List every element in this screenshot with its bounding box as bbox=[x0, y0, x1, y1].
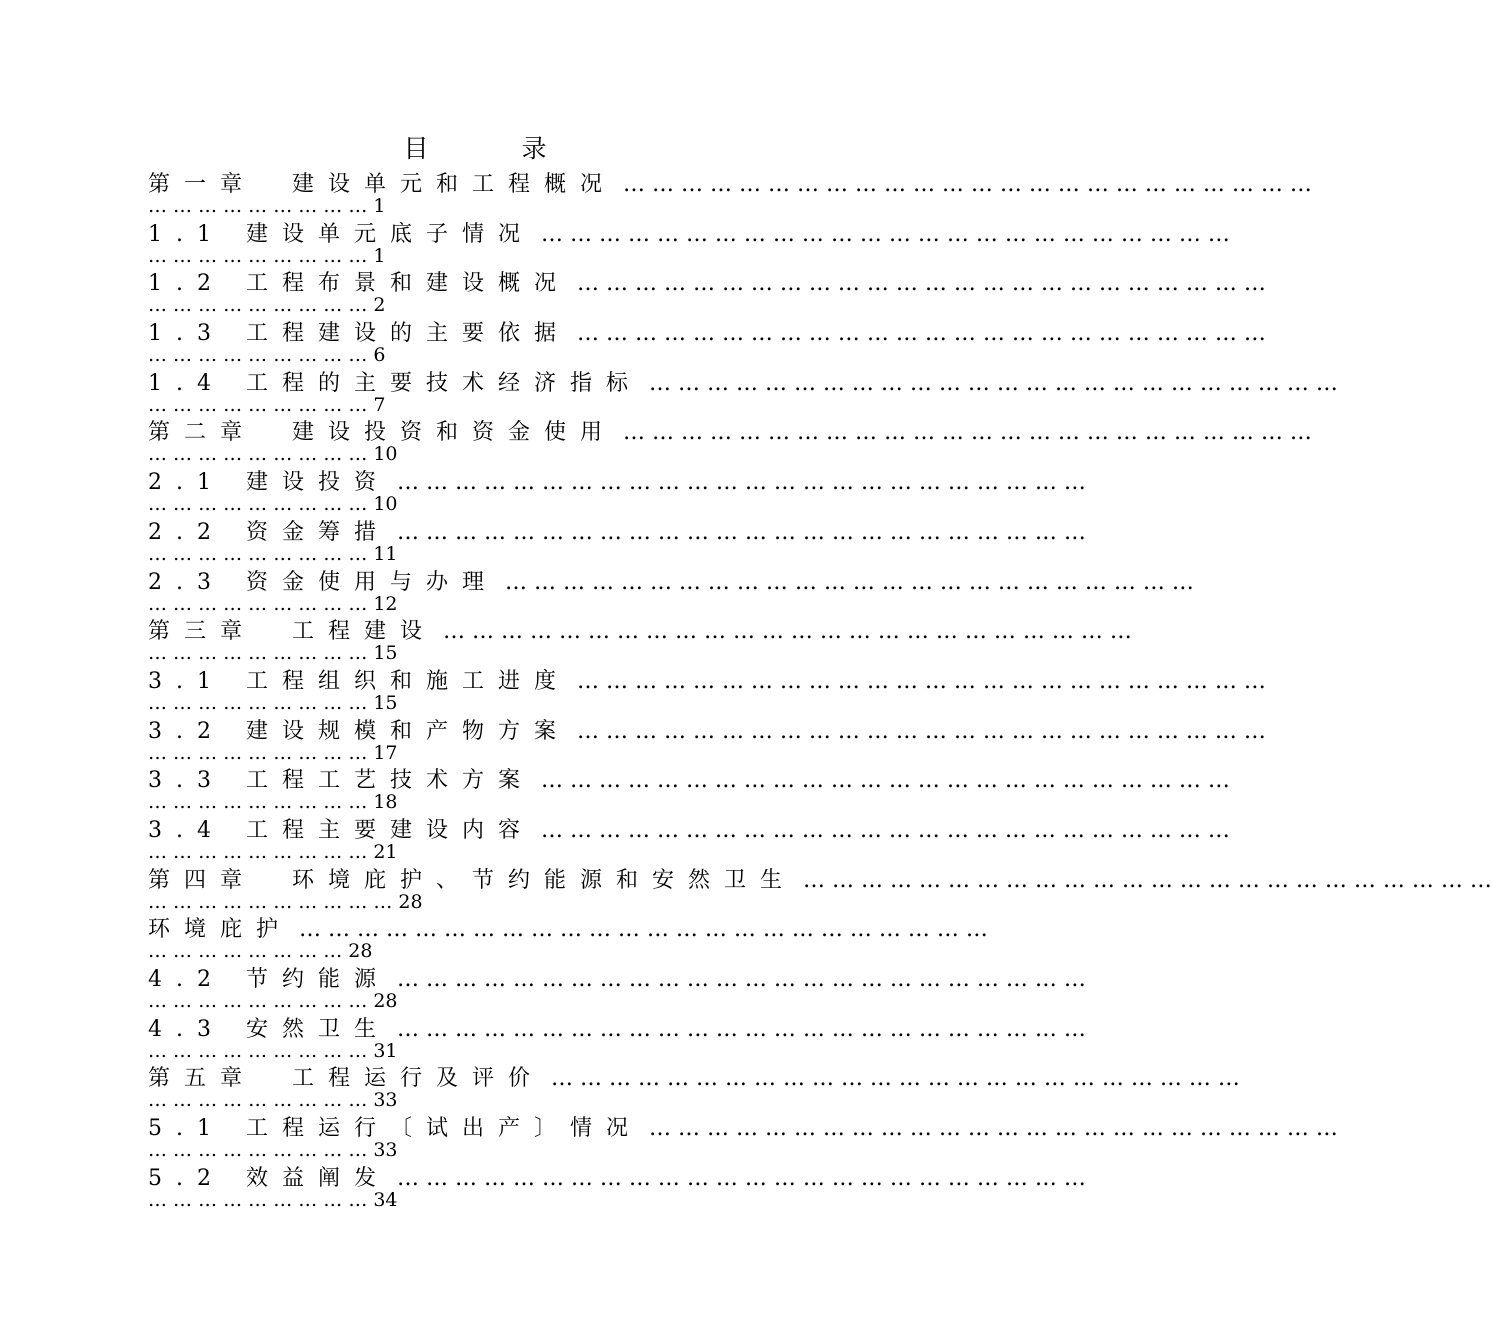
toc-entry-leader-line bbox=[148, 1138, 398, 1162]
toc-entry-label: 3.1 工程组织和施工进度 bbox=[148, 668, 570, 694]
dot-leader: … … … … … … … … … … … … … … … … … … … … … … … … bbox=[389, 519, 1086, 545]
toc-page-number: 28 bbox=[373, 990, 398, 1012]
toc-entry[interactable] bbox=[148, 319, 1266, 369]
toc-entry[interactable] bbox=[148, 1114, 1338, 1164]
dot-leader: … … … … … … … … … … bbox=[148, 890, 393, 913]
toc-entry[interactable] bbox=[148, 866, 1492, 916]
toc-entry-label: 1.3 工程建设的主要依据 bbox=[148, 321, 570, 347]
toc-page-number: 6 bbox=[373, 344, 386, 367]
toc-page-number: 15 bbox=[373, 691, 398, 714]
dot-leader: … … … … … … … … … bbox=[148, 990, 368, 1012]
dot-leader: … … … … … … … … … … … … … … … … … … … … … … … … bbox=[616, 420, 1312, 446]
toc-page-number: 21 bbox=[373, 840, 398, 863]
toc-entry-label: 4.2 节约能源 bbox=[148, 967, 390, 992]
dot-leader: … … … … … … … … … bbox=[148, 791, 368, 814]
toc-entry-leader-line bbox=[148, 939, 372, 963]
toc-page-number: 31 bbox=[373, 1039, 398, 1062]
dot-leader: … … … … … … … … … bbox=[148, 592, 368, 615]
dot-leader: … … … … … … … … … … … … … … … … … … … … … … … … bbox=[533, 221, 1230, 247]
toc-page-number: 10 bbox=[373, 493, 398, 516]
dot-leader: … … … … … … … … … … … … … … … … … … … … … … … … bbox=[641, 370, 1338, 396]
dot-leader: … … … … … … … … … … … … … … … … … … … … … … … … bbox=[569, 668, 1266, 694]
table-of-contents bbox=[148, 170, 1492, 1213]
dot-leader: … … … … … … … … … … … … … … … … … … … … … … … … bbox=[389, 1016, 1086, 1042]
dot-leader: … … … … … … … … … bbox=[148, 393, 368, 416]
toc-entry-leader-line bbox=[148, 442, 398, 466]
toc-page-number: 2 bbox=[373, 294, 386, 317]
toc-entry-leader-line bbox=[148, 840, 398, 864]
dot-leader: … … … … … … … … … bbox=[148, 244, 368, 267]
dot-leader: … … … … … … … … … … … … … … … … … … … … … … … … bbox=[497, 569, 1194, 595]
toc-entry-label: 第三章 工程建设 bbox=[148, 619, 437, 645]
toc-entry-leader-line bbox=[148, 244, 385, 268]
toc-entry-label: 4.3 安然卫生 bbox=[148, 1016, 390, 1042]
toc-entry-label: 1.4 工程的主要技术经济指标 bbox=[148, 370, 642, 396]
dot-leader: … … … … … … … … … bbox=[148, 542, 368, 565]
toc-entry-leader-line bbox=[148, 343, 385, 367]
dot-leader: … … … … … … … … … … … … … … … … … … … … … … … … bbox=[389, 967, 1086, 992]
toc-entry-leader-line bbox=[148, 890, 423, 914]
dot-leader: … … … … … … … … … … … … … … … … … … … … … … … … bbox=[569, 718, 1266, 744]
dot-leader: … … … … … … … … … bbox=[148, 741, 368, 764]
dot-leader: … … … … … … … … … bbox=[148, 840, 368, 863]
toc-page-number: 1 bbox=[373, 244, 386, 267]
toc-entry[interactable] bbox=[148, 220, 1230, 270]
toc-entry-leader-line bbox=[148, 1188, 398, 1212]
dot-leader: … … … … … … … … … bbox=[148, 443, 368, 466]
page-title: 目 录 bbox=[403, 134, 581, 163]
toc-entry-label: 第一章 建设单元和工程概况 bbox=[148, 172, 617, 197]
toc-page-number: 17 bbox=[373, 741, 398, 764]
toc-entry[interactable] bbox=[148, 269, 1266, 319]
toc-entry[interactable] bbox=[148, 369, 1338, 419]
dot-leader: … … … … … … … … … … … … … … … … … … … … … … … … bbox=[389, 470, 1086, 496]
toc-entry-label: 第四章 环境庇护、节约能源和安然卫生 bbox=[148, 867, 797, 893]
toc-page-number: 10 bbox=[373, 443, 398, 466]
toc-entry[interactable] bbox=[148, 170, 1312, 220]
toc-page-number: 1 bbox=[373, 195, 386, 217]
toc-entry-leader-line bbox=[148, 691, 398, 715]
toc-entry-leader-line bbox=[148, 492, 398, 516]
toc-entry[interactable] bbox=[148, 518, 1086, 568]
toc-entry-label: 1.2 工程布景和建设概况 bbox=[148, 271, 570, 297]
dot-leader: … … … … … … … … … bbox=[148, 344, 368, 367]
dot-leader: … … … … … … … … … bbox=[148, 1039, 368, 1062]
toc-entry-leader-line bbox=[148, 1088, 398, 1112]
toc-page-number: 15 bbox=[373, 642, 398, 665]
toc-page-number: 34 bbox=[373, 1188, 398, 1211]
toc-entry-leader-line bbox=[148, 1039, 398, 1063]
toc-entry-label: 3.3 工程工艺技术方案 bbox=[148, 768, 534, 794]
toc-entry[interactable] bbox=[148, 568, 1194, 618]
dot-leader: … … … … … … … … … bbox=[148, 493, 368, 516]
dot-leader: … … … … … … … … … … … … … … … … … … … … … … … … bbox=[641, 1116, 1338, 1142]
toc-entry-label: 第五章 工程运行及评价 bbox=[148, 1066, 545, 1092]
dot-leader: … … … … … … … … … … … … … … … … … … … … … … … … bbox=[292, 917, 988, 943]
toc-entry-leader-line bbox=[148, 592, 398, 616]
dot-leader: … … … … … … … … … bbox=[148, 1089, 368, 1112]
dot-leader: … … … … … … … … … bbox=[148, 1188, 368, 1211]
dot-leader: … … … … … … … … … bbox=[148, 195, 368, 217]
dot-leader: … … … … … … … … … bbox=[148, 294, 368, 317]
dot-leader: … … … … … … … … … … … … … … … … … … … … … … … … bbox=[796, 867, 1492, 893]
toc-entry-label: 5.2 效益阐发 bbox=[148, 1165, 390, 1191]
toc-page-number: 18 bbox=[373, 791, 398, 814]
toc-page-number: 33 bbox=[373, 1139, 398, 1162]
dot-leader: … … … … … … … … … … … … … … … … … … … … … … … … bbox=[569, 271, 1266, 297]
dot-leader: … … … … … … … … … … … … … … … … … … … … … … … … bbox=[569, 321, 1266, 347]
dot-leader: … … … … … … … … … … … … … … … … … … … … … … … … bbox=[436, 619, 1132, 645]
toc-entry-label: 3.2 建设规模和产物方案 bbox=[148, 718, 570, 744]
toc-entry-label: 环境庇护 bbox=[148, 917, 293, 943]
toc-entry-label: 3.4 工程主要建设内容 bbox=[148, 817, 534, 843]
dot-leader: … … … … … … … … … … … … … … … … … … … … … … … … bbox=[533, 768, 1230, 794]
toc-entry[interactable] bbox=[148, 1164, 1086, 1214]
toc-page-number: 28 bbox=[348, 940, 373, 963]
dot-leader: … … … … … … … … … bbox=[148, 1139, 368, 1162]
toc-entry[interactable] bbox=[148, 915, 988, 965]
toc-entry[interactable] bbox=[148, 468, 1086, 518]
toc-page-number: 28 bbox=[398, 890, 423, 913]
toc-page-number: 33 bbox=[373, 1089, 398, 1112]
toc-entry-label: 2.2 资金筹措 bbox=[148, 519, 390, 545]
toc-entry-leader-line bbox=[148, 989, 398, 1013]
dot-leader: … … … … … … … … … bbox=[148, 691, 368, 714]
toc-entry-leader-line bbox=[148, 293, 385, 317]
toc-entry[interactable] bbox=[148, 965, 1086, 1015]
toc-entry-leader-line bbox=[148, 741, 398, 765]
toc-entry-label: 第二章 建设投资和资金使用 bbox=[148, 420, 617, 446]
toc-entry[interactable] bbox=[148, 667, 1266, 717]
toc-entry-leader-line bbox=[148, 393, 385, 417]
toc-entry-leader-line bbox=[148, 641, 398, 665]
toc-page-number: 12 bbox=[373, 592, 398, 615]
dot-leader: … … … … … … … … … … … … … … … … … … … … … … … … bbox=[533, 817, 1230, 843]
toc-entry[interactable] bbox=[148, 766, 1230, 816]
toc-entry[interactable] bbox=[148, 816, 1230, 866]
toc-entry-label: 5.1 工程运行〔试出产〕情况 bbox=[148, 1116, 642, 1142]
dot-leader: … … … … … … … … … bbox=[148, 642, 368, 665]
toc-entry[interactable] bbox=[148, 717, 1266, 767]
dot-leader: … … … … … … … … … … … … … … … … … … … … … … … … bbox=[389, 1165, 1086, 1191]
toc-entry[interactable] bbox=[148, 1064, 1240, 1114]
toc-page-number: 11 bbox=[373, 542, 398, 565]
dot-leader: … … … … … … … … … … … … … … … … … … … … … … … … bbox=[616, 172, 1312, 197]
toc-entry[interactable] bbox=[148, 1015, 1086, 1065]
toc-entry-label: 2.3 资金使用与办理 bbox=[148, 569, 498, 595]
dot-leader: … … … … … … … … bbox=[148, 940, 343, 963]
toc-page-number: 7 bbox=[373, 393, 386, 416]
toc-entry-leader-line bbox=[148, 790, 398, 814]
toc-entry-leader-line bbox=[148, 194, 385, 218]
toc-entry-leader-line bbox=[148, 542, 398, 566]
dot-leader: … … … … … … … … … … … … … … … … … … … … … … … … bbox=[544, 1066, 1240, 1092]
toc-entry-label: 1.1 建设单元底子情况 bbox=[148, 221, 534, 247]
toc-entry[interactable] bbox=[148, 617, 1132, 667]
toc-entry[interactable] bbox=[148, 418, 1312, 468]
toc-entry-label: 2.1 建设投资 bbox=[148, 470, 390, 496]
